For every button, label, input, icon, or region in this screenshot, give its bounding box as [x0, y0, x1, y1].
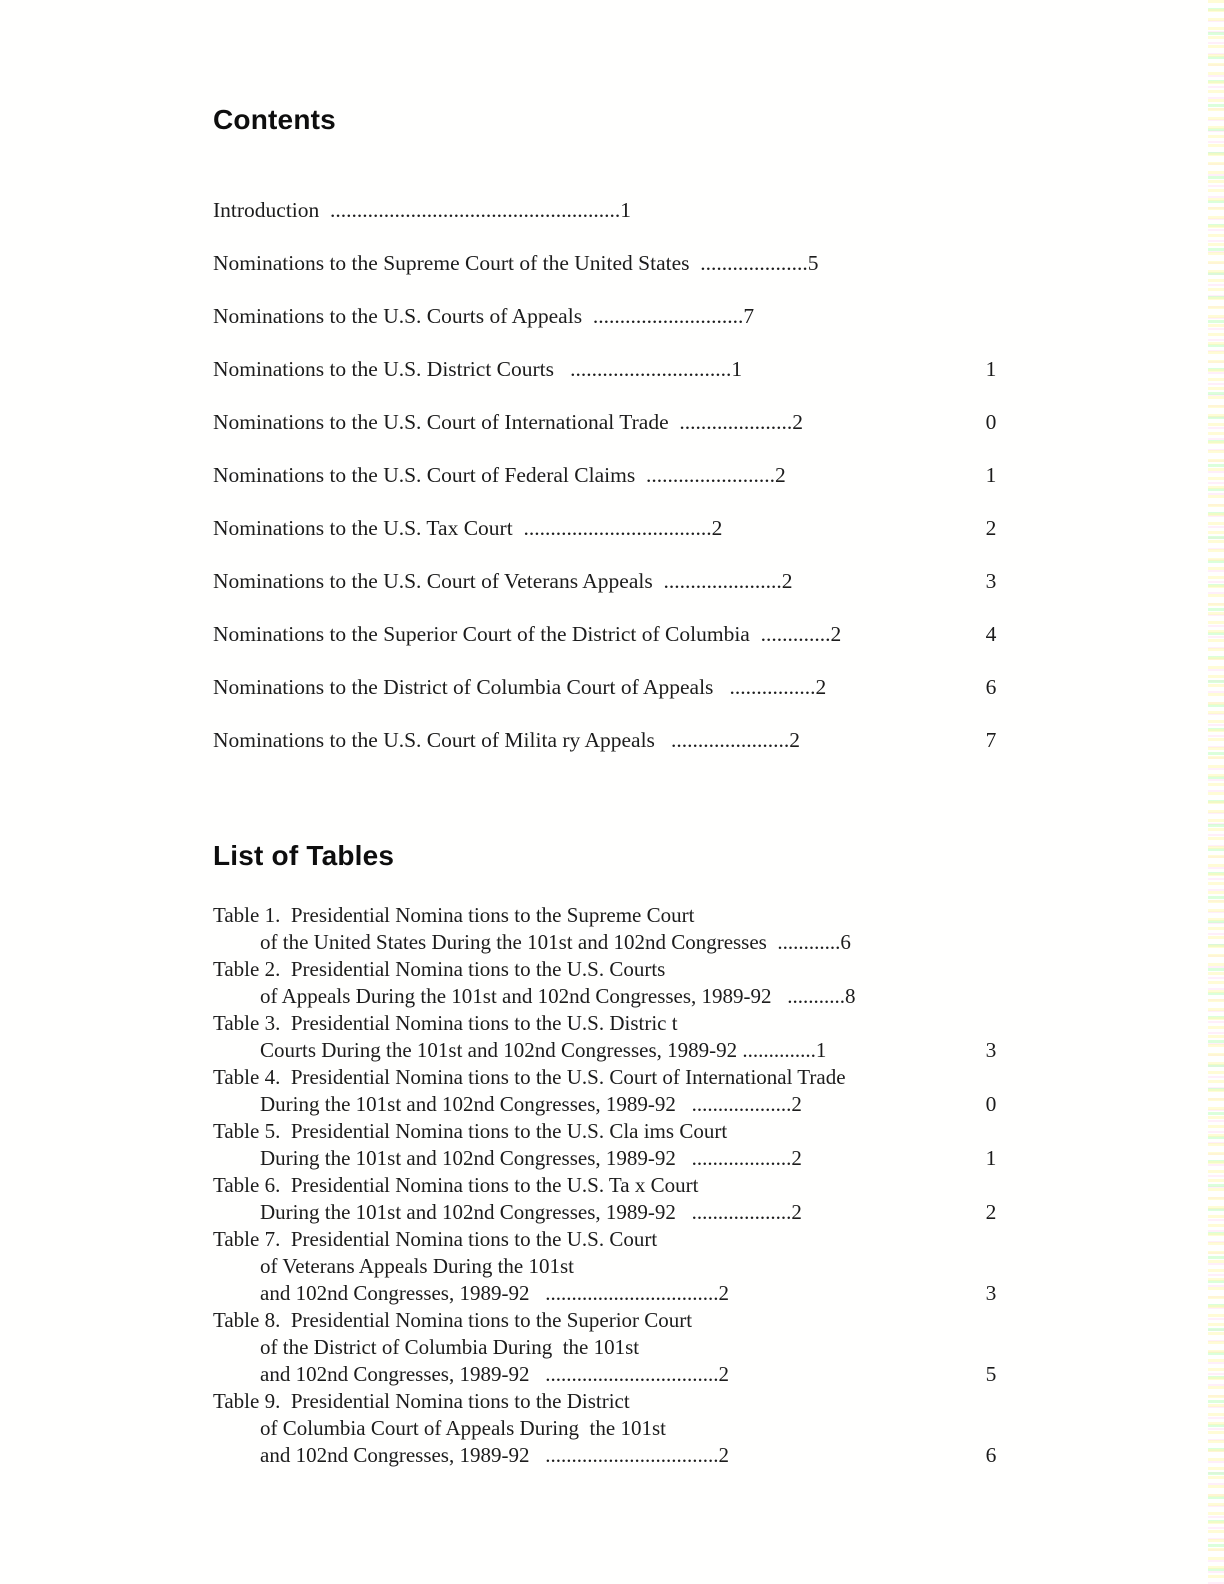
toc-entry-text: Nominations to the U.S. Court of International Trade .....................2	[213, 410, 804, 434]
toc-entry	[213, 516, 1113, 569]
toc-entry-text: Nominations to the U.S. Court of Milita ry Appeals ......................2	[213, 728, 801, 752]
table-list-entry-line	[213, 1281, 1113, 1308]
table-entry-text: of the United States During the 101st and 102nd Congresses ............6	[260, 930, 851, 954]
toc-entry	[213, 198, 1113, 251]
contents-list	[213, 198, 1113, 781]
toc-entry-text: Nominations to the U.S. Tax Court ...................................2	[213, 516, 723, 540]
table-entry-text: During the 101st and 102nd Congresses, 1989-92 ...................2	[260, 1146, 802, 1170]
table-page-digit: 2	[985, 1200, 997, 1224]
table-entry-text: During the 101st and 102nd Congresses, 1989-92 ...................2	[260, 1092, 802, 1116]
toc-page-digit: 1	[985, 463, 997, 487]
toc-entry-text: Nominations to the District of Columbia Court of Appeals ................2	[213, 675, 827, 699]
table-list-entry-line	[213, 1308, 1113, 1335]
table-page-digit: 3	[985, 1038, 997, 1062]
table-list-entry-line	[213, 1416, 1113, 1443]
table-entry-text: Table 3. Presidential Nomina tions to the U.S. Distric t	[213, 1011, 678, 1035]
table-entry-text: Table 1. Presidential Nomina tions to the Supreme Court	[213, 903, 695, 927]
table-entry-text: Table 9. Presidential Nomina tions to the District	[213, 1389, 630, 1413]
table-entry-text: Courts During the 101st and 102nd Congresses, 1989-92 ..............1	[260, 1038, 827, 1062]
toc-page-digit: 3	[985, 569, 997, 593]
table-entry-text: Table 4. Presidential Nomina tions to the U.S. Court of International Trade	[213, 1065, 846, 1089]
table-list-entry-line	[213, 1173, 1113, 1200]
toc-page-digit: 6	[985, 675, 997, 699]
toc-entry	[213, 251, 1113, 304]
table-list-entry-line	[213, 1389, 1113, 1416]
table-list-entry-line	[213, 903, 1113, 930]
toc-entry	[213, 728, 1113, 781]
toc-page-digit: 7	[985, 728, 997, 752]
table-list-entry-line	[213, 1065, 1113, 1092]
toc-page-digit: 4	[985, 622, 997, 646]
table-list-entry-line	[213, 1362, 1113, 1389]
table-entry-text: and 102nd Congresses, 1989-92 .................................2	[260, 1281, 729, 1305]
toc-entry-text: Nominations to the U.S. Courts of Appeals ............................7	[213, 304, 755, 328]
table-entry-text: Table 7. Presidential Nomina tions to the U.S. Court	[213, 1227, 658, 1251]
table-entry-text: of Veterans Appeals During the 101st	[260, 1254, 574, 1278]
table-list-entry-line	[213, 1335, 1113, 1362]
toc-entry	[213, 410, 1113, 463]
tables-heading: List of Tables	[213, 840, 395, 871]
table-entry-text: Table 2. Presidential Nomina tions to the U.S. Courts	[213, 957, 666, 981]
toc-entry	[213, 357, 1113, 410]
table-list-entry-line	[213, 1011, 1113, 1038]
toc-entry-text: Introduction ......................................................1	[213, 198, 632, 222]
table-page-digit: 1	[985, 1146, 997, 1170]
table-entry-text: and 102nd Congresses, 1989-92 .................................2	[260, 1443, 729, 1467]
table-entry-text: Table 6. Presidential Nomina tions to the U.S. Ta x Court	[213, 1173, 699, 1197]
toc-entry-text: Nominations to the U.S. District Courts ..............................1	[213, 357, 743, 381]
toc-page-digit: 1	[985, 357, 997, 381]
toc-entry-text: Nominations to the Supreme Court of the United States ....................5	[213, 251, 819, 275]
table-list-entry-line	[213, 957, 1113, 984]
tables-list	[213, 903, 1113, 1470]
toc-entry	[213, 675, 1113, 728]
table-list-entry-line	[213, 1254, 1113, 1281]
table-list-entry-line	[213, 1119, 1113, 1146]
table-list-entry-line	[213, 984, 1113, 1011]
contents-heading: Contents	[213, 104, 336, 135]
toc-entry	[213, 622, 1113, 675]
table-entry-text: Table 5. Presidential Nomina tions to the U.S. Cla ims Court	[213, 1119, 728, 1143]
table-page-digit: 6	[985, 1443, 997, 1467]
table-entry-text: of Columbia Court of Appeals During the 101st	[260, 1416, 666, 1440]
table-list-entry-line	[213, 1146, 1113, 1173]
table-list-entry-line	[213, 1092, 1113, 1119]
table-list-entry-line	[213, 1443, 1113, 1470]
toc-entry	[213, 569, 1113, 622]
table-entry-text: of Appeals During the 101st and 102nd Congresses, 1989-92 ...........8	[260, 984, 856, 1008]
table-list-entry-line	[213, 930, 1113, 957]
toc-entry	[213, 304, 1113, 357]
toc-page-digit: 2	[985, 516, 997, 540]
table-entry-text: and 102nd Congresses, 1989-92 .................................2	[260, 1362, 729, 1386]
table-page-digit: 5	[985, 1362, 997, 1386]
table-entry-text: During the 101st and 102nd Congresses, 1989-92 ...................2	[260, 1200, 802, 1224]
table-page-digit: 0	[985, 1092, 997, 1116]
table-list-entry-line	[213, 1227, 1113, 1254]
toc-page-digit: 0	[985, 410, 997, 434]
table-entry-text: of the District of Columbia During the 101st	[260, 1335, 640, 1359]
scan-edge-dither	[1208, 0, 1224, 1584]
toc-entry-text: Nominations to the Superior Court of the District of Columbia .............2	[213, 622, 842, 646]
toc-entry-text: Nominations to the U.S. Court of Federal Claims ........................2	[213, 463, 786, 487]
table-page-digit: 3	[985, 1281, 997, 1305]
table-list-entry-line	[213, 1038, 1113, 1065]
table-list-entry-line	[213, 1200, 1113, 1227]
toc-entry	[213, 463, 1113, 516]
table-entry-text: Table 8. Presidential Nomina tions to the Superior Court	[213, 1308, 693, 1332]
toc-entry-text: Nominations to the U.S. Court of Veterans Appeals ......................2	[213, 569, 793, 593]
